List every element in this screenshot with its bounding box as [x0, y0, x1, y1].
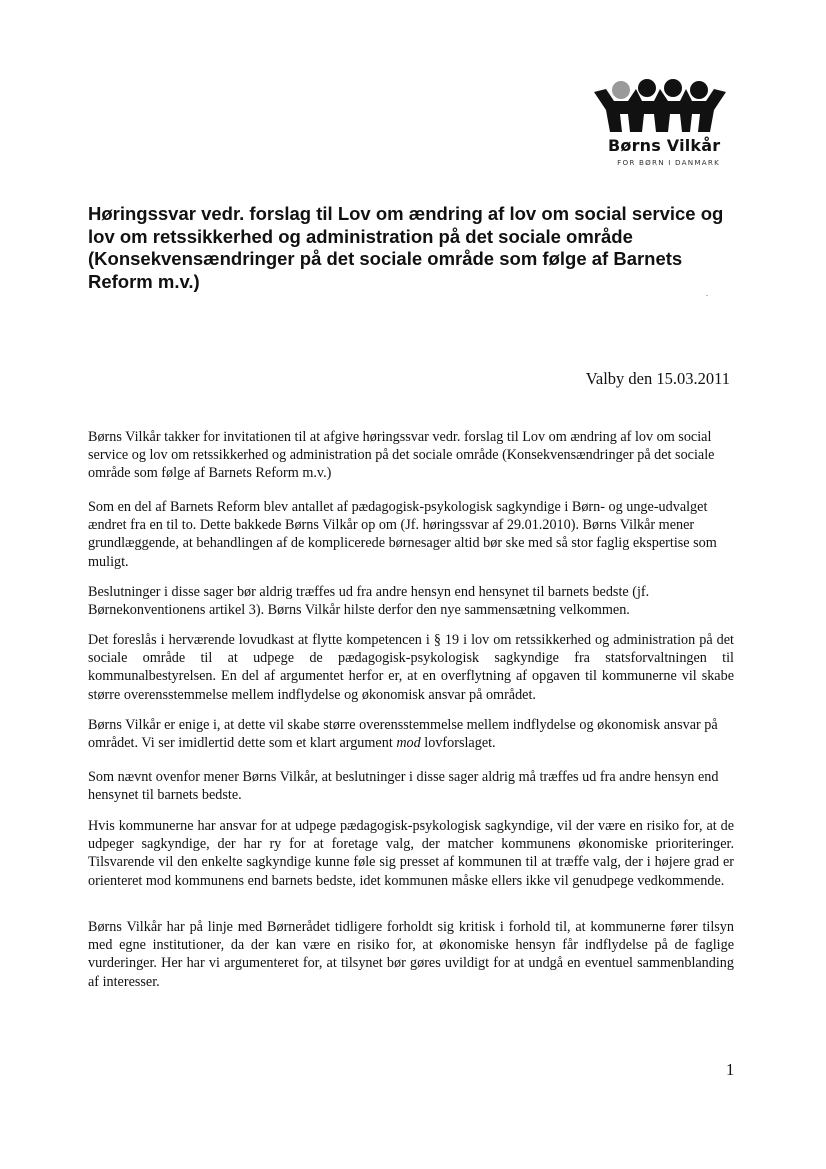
children-figures-icon — [590, 76, 730, 136]
logo-tagline: FOR BØRN I DANMARK — [617, 158, 720, 167]
paragraph-6: Som nævnt ovenfor mener Børns Vilkår, at beslutninger i disse sager aldrig må træffes ud fra andre hensyn end hensynet til barnets bedste. — [88, 769, 719, 804]
paragraph-7: Hvis kommunerne har ansvar for at udpege pædagogisk-psykologisk sagkyndige, vil der være en risiko for, at de udpeger sagkyndige, der har ry for at foretage valg, der matcher kommunens økonomiske prioriteringer. Tilsvarende vil den enkelte sagkyndige kunne føle sig presset af kommunen til at træffe valg, der i højere grad er orienteret mod kommunens end barnets bedste, idet kommunen måske ellers ikke vil genudpege vedkommende. — [88, 818, 734, 889]
logo-name: Børns Vilkår — [608, 136, 721, 155]
paragraph-1: Børns Vilkår takker for invitationen til at afgive høringssvar vedr. forslag til Lov om ændring af lov om social service og lov om retssikkerhed og administration på det sociale område (Konsekvensændringer på det sociale område som følge af Barnets Reform m.v.) — [88, 429, 715, 482]
paragraph-5-text-after: lovforslaget. — [420, 735, 496, 752]
paragraph-5-emphasis: mod — [396, 735, 421, 752]
place-date: Valby den 15.03.2011 — [585, 369, 730, 388]
paragraph-4: Det foreslås i herværende lovudkast at flytte kompetencen i § 19 i lov om retssikkerhed og administration på det sociale område til at udpege de pædagogisk-psykologisk sagkyndige fra statsforvaltningen til kommunalbestyrelsen. En del af argumentet herfor er, at en overflytning af opgaven til kommunerne vil skabe større overensstemmelse mellem indflydelse og økonomisk ansvar på området. — [88, 632, 734, 703]
paragraph-3: Beslutninger i disse sager bør aldrig træffes ud fra andre hensyn end hensynet til barnets bedste (jf. Børnekonventionens artikel 3). Børns Vilkår hilste derfor den nye sammensætning velkommen. — [88, 584, 650, 619]
page-number: 1 — [726, 1060, 735, 1079]
scan-mark — [706, 295, 708, 296]
document-title: Høringssvar vedr. forslag til Lov om ændring af lov om social service og lov om retssikkerhed og administration på det sociale område (Konsekvensændringer på det sociale område som følge af Barnets Reform m.v.) — [88, 203, 724, 292]
paragraph-8: Børns Vilkår har på linje med Børnerådet tidligere forholdt sig kritisk i forhold til, at kommunerne fører tilsyn med egne institutioner, da der kan være en risiko for, at økonomiske hensyn får indflydelse på de faglige vurderinger. Her har vi argumenteret for, at tilsynet bør gøres uvildigt for at undgå en eventuel sammenblanding af interesser. — [88, 919, 734, 990]
paragraph-5-text-before: Børns Vilkår er enige i, at dette vil skabe større overensstemmelse mellem indflydelse og økonomisk ansvar på området. Vi ser imidlertid dette som et klart argument — [88, 717, 718, 752]
paragraph-5 — [88, 716, 734, 752]
borns-vilkar-logo — [590, 76, 730, 172]
paragraph-2: Som en del af Barnets Reform blev antallet af pædagogisk-psykologisk sagkyndige i Børn- og unge-udvalget ændret fra en til to. Dette bakkede Børns Vilkår op om (Jf. høringssvar af 29.01.2010). Børns Vilkår mener grundlæggende, at behandlingen af de komplicerede børnesager altid bør ske med så stor faglig ekspertise som muligt. — [88, 499, 717, 570]
